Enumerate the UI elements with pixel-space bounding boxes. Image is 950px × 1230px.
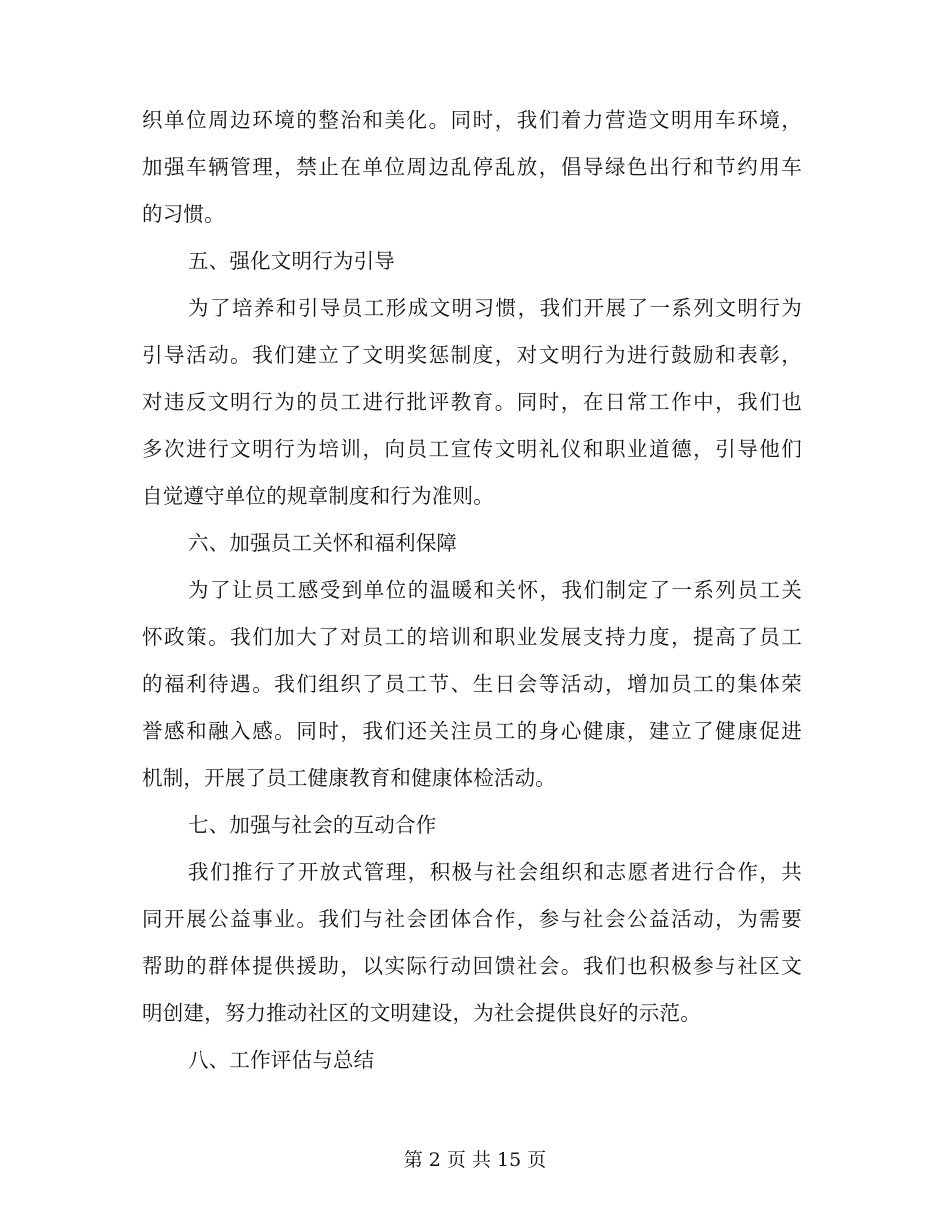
page-footer: 第 2 页 共 15 页	[403, 1149, 547, 1171]
section-heading: 六、加强员工关怀和福利保障	[188, 531, 458, 555]
section-heading: 五、强化文明行为引导	[188, 249, 395, 273]
paragraph-line: 我们推行了开放式管理，积极与社会组织和志愿者进行合作，共	[188, 860, 802, 884]
paragraph-line: 引导活动。我们建立了文明奖惩制度，对文明行为进行鼓励和表彰，	[142, 343, 802, 367]
paragraph-line: 自觉遵守单位的规章制度和行为准则。	[142, 484, 494, 508]
paragraph-line: 机制，开展了员工健康教育和健康体检活动。	[142, 766, 556, 790]
paragraph-line: 多次进行文明行为培训，向员工宣传文明礼仪和职业道德，引导他们	[142, 437, 802, 461]
paragraph-line: 誉感和融入感。同时，我们还关注员工的身心健康，建立了健康促进	[142, 719, 802, 743]
paragraph-line: 怀政策。我们加大了对员工的培训和职业发展支持力度，提高了员工	[142, 625, 802, 649]
body-paragraph	[142, 849, 802, 1037]
body-paragraph	[142, 567, 802, 802]
paragraph-line: 帮助的群体提供援助，以实际行动回馈社会。我们也积极参与社区文	[142, 954, 802, 978]
paragraph-line: 的福利待遇。我们组织了员工节、生日会等活动，增加员工的集体荣	[142, 672, 802, 696]
paragraph-line: 明创建，努力推动社区的文明建设，为社会提供良好的示范。	[142, 1001, 701, 1025]
paragraph-line: 对违反文明行为的员工进行批评教育。同时，在日常工作中，我们也	[142, 390, 802, 414]
paragraph-line: 的习惯。	[142, 202, 225, 226]
body-paragraph	[142, 285, 802, 520]
paragraph-line: 同开展公益事业。我们与社会团体合作，参与社会公益活动，为需要	[142, 907, 802, 931]
document-body	[142, 97, 802, 1084]
body-paragraph	[142, 97, 802, 238]
paragraph-line: 为了培养和引导员工形成文明习惯，我们开展了一系列文明行为	[188, 296, 802, 320]
paragraph-line: 织单位周边环境的整治和美化。同时，我们着力营造文明用车环境，	[142, 108, 802, 132]
section-heading: 七、加强与社会的互动合作	[188, 813, 437, 837]
paragraph-line: 为了让员工感受到单位的温暖和关怀，我们制定了一系列员工关	[188, 578, 802, 602]
paragraph-line: 加强车辆管理，禁止在单位周边乱停乱放，倡导绿色出行和节约用车	[142, 155, 802, 179]
section-heading: 八、工作评估与总结	[188, 1048, 375, 1072]
